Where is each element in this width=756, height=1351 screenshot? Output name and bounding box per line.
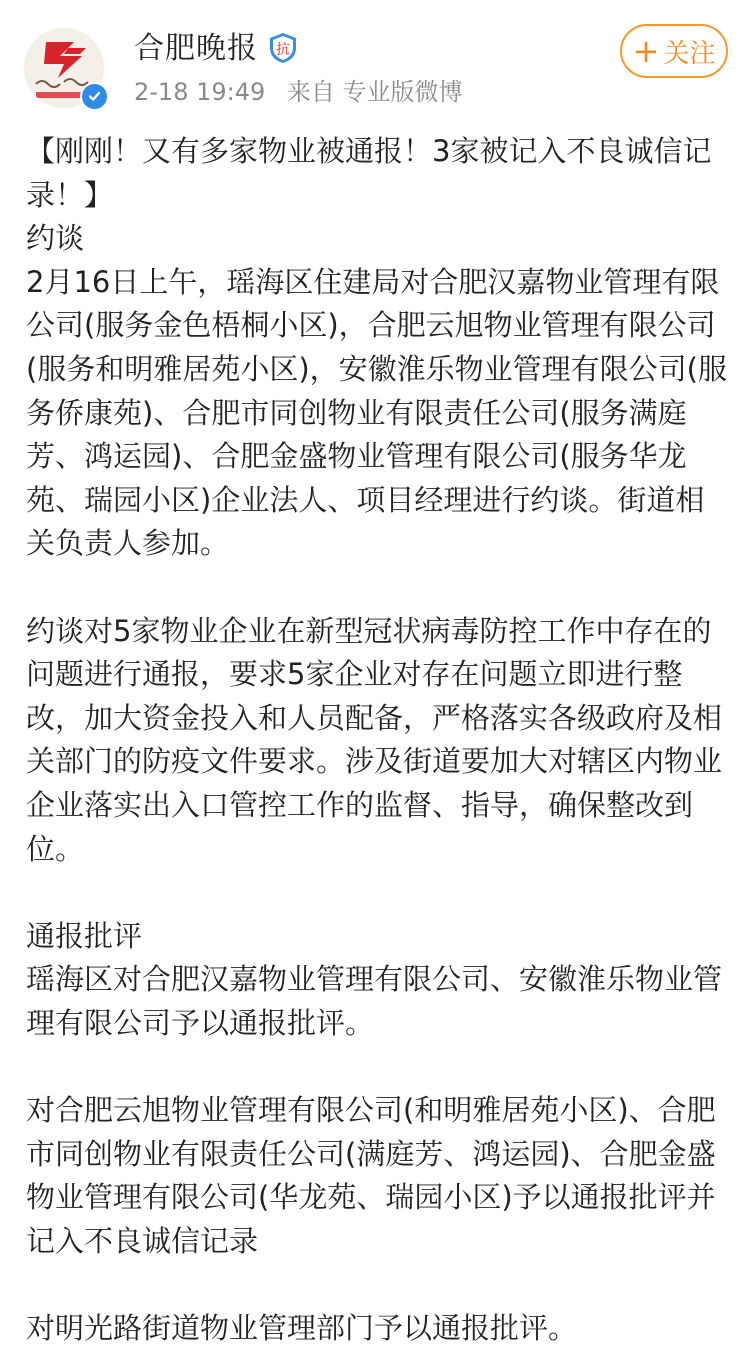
post-time: 2-18 19:49	[134, 78, 266, 106]
section-title-interview: 约谈	[26, 221, 85, 256]
follow-label: 关注	[663, 38, 716, 69]
section-title-criticism: 通报批评	[26, 918, 143, 953]
post-headline: 【刚刚！又有多家物业被通报！3家被记入不良诚信记录！】	[26, 134, 712, 212]
paragraph-gap	[26, 1263, 731, 1307]
anti-epidemic-badge-icon	[268, 32, 298, 64]
paragraph-requirements: 约谈对5家物业企业在新型冠状病毒防控工作中存在的问题进行通报，要求5家企业对存在问题立即进行整改，加大资金投入和人员配备，严格落实各级政府及相关部门的防疫文件要求。涉及街道要加大对辖区内物业企业落实出入口管控工作的监督、指导，确保整改到位。	[26, 613, 723, 866]
paragraph-gap	[26, 871, 731, 915]
author-name[interactable]: 合肥晚报	[134, 31, 258, 66]
paragraph-criticism-3: 对明光路街道物业管理部门予以通报批评。	[26, 1311, 578, 1346]
svg-text:抗: 抗	[276, 42, 290, 58]
plus-icon: +	[632, 32, 660, 70]
post-header	[0, 0, 756, 120]
verified-icon	[80, 82, 109, 111]
paragraph-gap	[26, 1045, 731, 1089]
paragraph-criticism-2: 对合肥云旭物业管理有限公司(和明雅居苑小区)、合肥市同创物业有限责任公司(满庭芳、鸿运园)、合肥金盛物业管理有限公司(华龙苑、瑞园小区)予以通报批评并记入不良诚信记录	[26, 1093, 716, 1258]
post-meta	[134, 76, 477, 108]
paragraph-interview: 2月16日上午，瑶海区住建局对合肥汉嘉物业管理有限公司(服务金色梧桐小区)，合肥云旭物业管理有限公司(服务和明雅居苑小区)，安徽淮乐物业管理有限公司(服务侨康苑)、合肥市同创物业有限责任公司(服务满庭芳、鸿运园)、合肥金盛物业管理有限公司(服务华龙苑、瑞园小区)企业法人、项目经理进行约谈。街道相关负责人参加。	[26, 264, 727, 561]
paragraph-criticism-1: 瑶海区对合肥汉嘉物业管理有限公司、安徽淮乐物业管理有限公司予以通报批评。	[26, 962, 723, 1040]
post-body	[26, 130, 731, 1351]
post-source: 来自 专业版微博	[286, 78, 463, 106]
paragraph-gap	[26, 566, 731, 610]
follow-button[interactable]	[620, 24, 728, 78]
